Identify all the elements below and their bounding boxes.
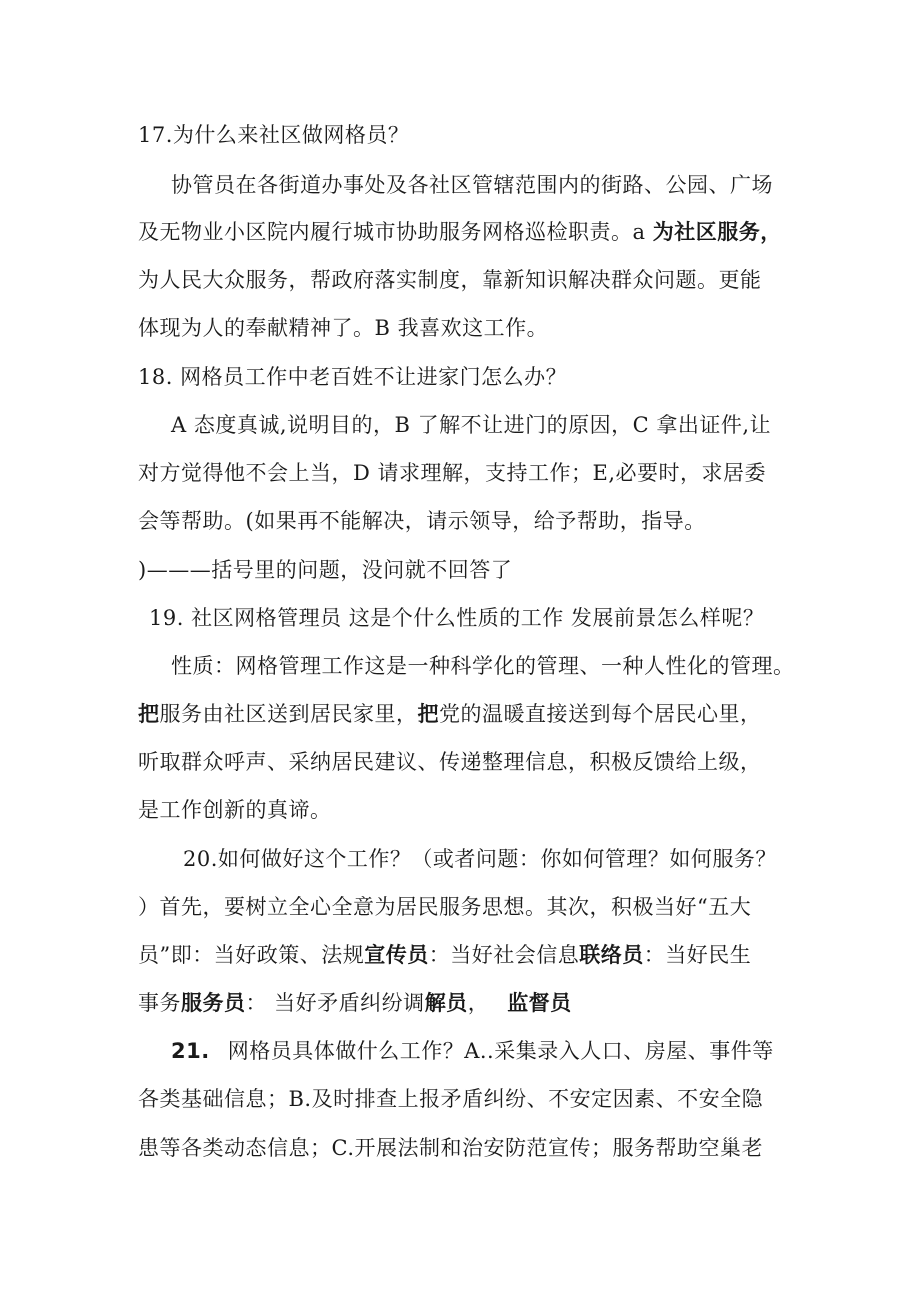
q17-paragraph-line-3: 为人民大众服务，帮政府落实制度，靠新知识解决群众问题。更能 [138,268,762,292]
q19-paragraph-line-4: 是工作创新的真谛。 [138,798,332,822]
q19-paragraph-line-3: 听取群众呼声、采纳居民建议、传递整理信息，积极反馈给上级， [138,750,762,774]
q20-line2-publicist: 宣传员 [364,942,429,967]
q19-line2-mid: 服务由社区送到居民家里， [159,702,418,726]
q21-title [171,1036,774,1066]
q20-paragraph-line-2 [138,940,751,970]
q18-title: 18. 网格员工作中老百姓不让进家门怎么办？ [138,365,568,389]
q20-line2-liaison: 联络员 [579,942,644,967]
q18-paragraph-line-3: 会等帮助。(如果再不能解决，请示领导，给予帮助，指导。 [138,509,706,533]
q21-paragraph-line-2: 患等各类动态信息；C.开展法制和治安防范宣传；服务帮助空巢老 [138,1136,763,1160]
q20-line3-supervisor: 监督员 [507,990,572,1015]
q20-line3-service: 服务员 [181,990,246,1015]
q17-paragraph-line-2 [138,217,782,247]
q19-line2-bold-2: 把 [417,701,439,726]
q19-paragraph-line-2 [138,699,762,729]
q20-line3-e: ， [467,991,490,1015]
q21-title-text: 网格员具体做什么工作？A..采集录入人口、房屋、事件等 [227,1039,774,1063]
q21-paragraph-line-1: 各类基础信息；B.及时排查上报矛盾纠纷、不安定因素、不安全隐 [138,1087,764,1111]
q17-title: 17.为什么来社区做网格员？ [138,123,410,147]
q19-paragraph-line-1: 性质：网格管理工作这是一种科学化的管理、一种人性化的管理。 [171,654,795,678]
q18-paragraph-line-2: 对方觉得他不会上当，D 请求理解，支持工作；E,必要时，求居委 [138,461,767,485]
q19-line2-end: 党的温暖直接送到每个居民心里， [439,702,762,726]
q21-number: 21. [171,1039,210,1063]
q19-line2-bold-1: 把 [138,701,160,726]
q20-line2-a: 员”即：当好政策、法规 [138,943,365,967]
q17-paragraph-line-4: 体现为人的奉献精神了。B 我喜欢这工作。 [138,316,549,340]
q17-line2-text: 及无物业小区院内履行城市协助服务网格巡检职责。a [138,220,653,244]
q18-paragraph-line-1: A 态度真诚,说明目的，B 了解不让进门的原因，C 拿出证件,让 [171,413,772,437]
q20-line3-c: ： 当好矛盾纠纷调 [245,991,425,1015]
q17-paragraph-line-1: 协管员在各街道办事处及各社区管辖范围内的街路、公园、广场 [171,173,773,197]
q18-paragraph-line-4: )———括号里的问题，没问就不回答了 [138,558,513,582]
q19-title: 19. 社区网格管理员 这是个什么性质的工作 发展前景怎么样呢？ [149,606,765,630]
q17-line2-bold: 为社区服务， [652,219,782,244]
q20-line3-a: 事务 [138,991,181,1015]
q20-line3-mediator: 解员 [424,990,468,1015]
q20-paragraph-line-3 [138,988,572,1018]
q20-paragraph-line-1: ）首先，要树立全心全意为居民服务思想。其次，积极当好“五大 [138,895,752,919]
q20-line2-c: ：当好社会信息 [428,943,580,967]
q20-line2-e: ：当好民生 [643,943,752,967]
q20-title: 20.如何做好这个工作？（或者问题：你如何管理？如何服务？ [183,847,777,871]
